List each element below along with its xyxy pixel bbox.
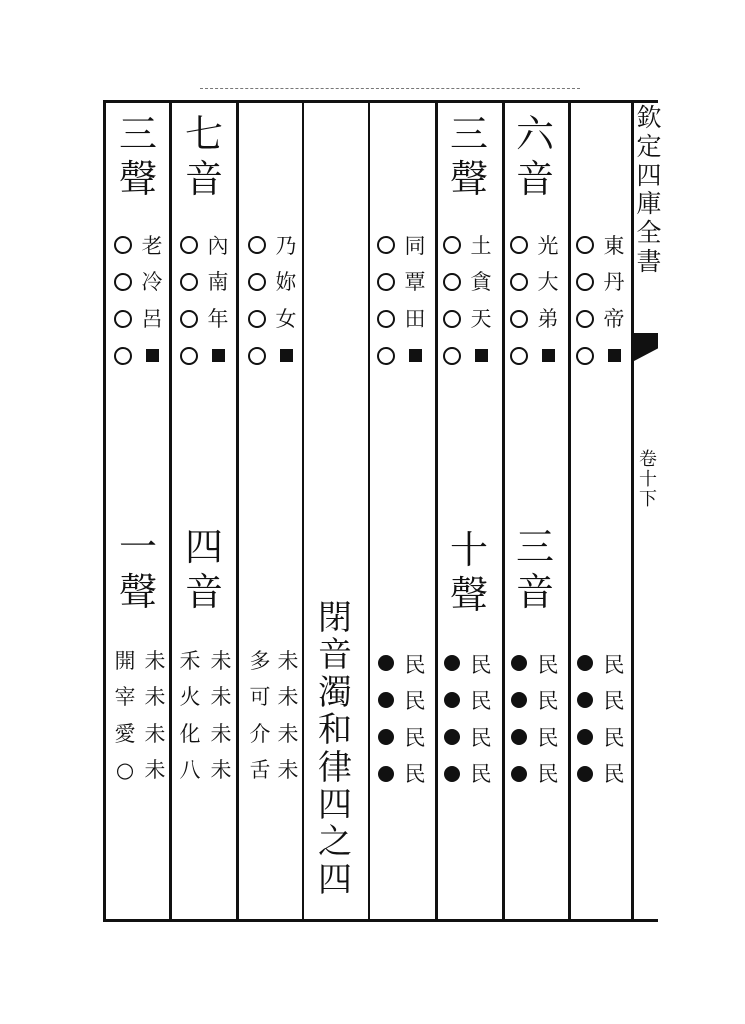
symbol-column: [508, 655, 530, 803]
syllable-chars: 民 民 民 民: [470, 653, 492, 786]
column-rule: [302, 100, 304, 919]
top-edge-marks: [200, 88, 580, 91]
syllable-chars: 內 南 年: [198, 228, 238, 373]
symbol-column: [508, 236, 530, 384]
symbol-column: [441, 655, 463, 803]
syllable-chars: 未 未 未 未: [277, 649, 299, 782]
column-rule: [502, 100, 505, 919]
syllable-chars: 民 民 民 民: [537, 653, 559, 786]
syllable-chars: 開 宰 愛 ○: [114, 649, 136, 782]
syllable-chars: 未 未 未 未: [144, 649, 166, 782]
column-rule: [236, 100, 239, 919]
syllable-chars: 多 可 介 舌: [249, 649, 271, 782]
syllable-chars: 民 民 民 民: [603, 653, 625, 786]
syllable-chars: 同 覃 田: [395, 228, 435, 373]
syllable-chars: 乃 妳 女: [266, 228, 306, 373]
symbol-column: [375, 236, 397, 384]
syllable-chars: 禾 火 化 八: [179, 649, 201, 782]
symbol-column: [574, 236, 596, 384]
section-title: 閉 音 濁 和 律 四 之 四: [318, 598, 352, 900]
column-heading: 七 音: [184, 112, 223, 201]
column-subheading: 十 聲: [449, 528, 488, 617]
symbol-column: [112, 236, 134, 384]
syllable-chars: 老 冷 呂: [132, 228, 172, 373]
symbol-column: [574, 655, 596, 803]
syllable-chars: 東 丹 帝: [594, 228, 634, 373]
column-rule: [169, 100, 172, 919]
column-rule: [368, 100, 370, 919]
column-rule: [435, 100, 438, 919]
margin-title: 欽 定 四 庫 全 書: [636, 103, 662, 276]
column-rule: [568, 100, 571, 919]
syllable-chars: 土 貪 天: [461, 228, 501, 373]
symbol-column: [375, 655, 397, 803]
syllable-chars: 未 未 未 未: [210, 649, 232, 782]
symbol-column: [246, 236, 268, 384]
column-heading: 三 聲: [449, 112, 488, 201]
column-subheading: 四 音: [184, 525, 223, 614]
symbol-column: [178, 236, 200, 384]
symbol-column: [441, 236, 463, 384]
column-subheading: 三 音: [515, 525, 554, 614]
volume-label: 卷 十 下: [639, 449, 657, 510]
syllable-chars: 民 民 民 民: [404, 653, 426, 786]
column-heading: 三 聲: [118, 112, 157, 201]
column-subheading: 一 聲: [118, 525, 157, 614]
column-heading: 六 音: [515, 112, 554, 201]
syllable-chars: 光 大 弟: [528, 228, 568, 373]
